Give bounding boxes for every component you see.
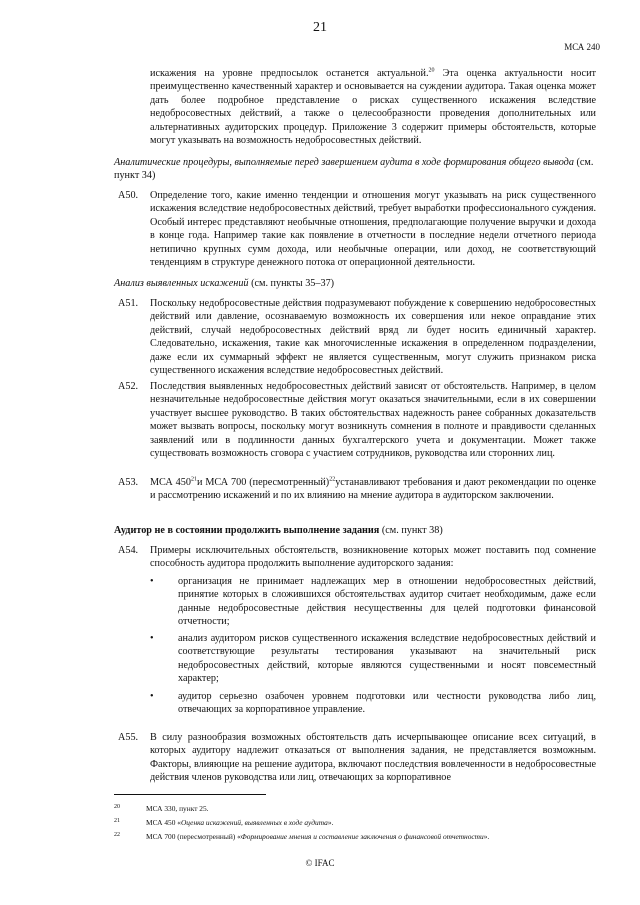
footnote-ref-21: 21 (190, 476, 197, 483)
footnote-ref-22: 22 (329, 476, 336, 483)
paragraph-label: A55. (118, 732, 139, 743)
paragraph-text: Последствия выявленных недобросовестных действий зависят от обстоятельств. Например, в целом незначительные недобросовестные действия могут оказаться значительными, если в их совершении участвует высшее руководство. В таких обстоятельствах надежность ранее собранных доказательств может вызвать вопросы, поскольку могут возникнуть сомнения в полноте и правдивости сделанных заявлений или в подлинности данных бухгалтерского учета и документации. Может также существовать возможность сговора с участием сотрудников, руководства или сторонних лиц. (150, 381, 596, 460)
standard-label: МСА 240 (564, 42, 600, 52)
footnote-ref-20: 20 (428, 67, 435, 74)
paragraph-label: A53. (118, 477, 139, 488)
page-number: 21 (313, 20, 327, 35)
footnote-text: МСА 330, пункт 25. (146, 804, 209, 813)
bullet-icon: • (150, 633, 154, 644)
paragraph-text: МСА $450^{21}и$ МСА 700 (пересмотренный)$^{22}$устанавливают требования и дают рекомендации по оценке и рассмотрению искажений и по их влиянию на мнение аудитора в аудиторском заключении. (150, 476, 597, 502)
list-item: аудитор серьезно озабочен уровнем подготовки или честности руководства либо лиц, отвечающих за корпоративное управление. (178, 691, 596, 716)
footnote-text: МСА 450 «Оценка искажений, выявленных в ходе аудита». (146, 818, 334, 827)
continued-paragraph: искажения на уровне предпосылок останется актуальной.$^{20}$ Эта оценка актуальности носит преимущественно качественный характер и основывается на суждении аудитора. Такая оценка может дать более подробное представление о рисках существенного искажения вследствие недобросовестных действий, а также о целесообразности проведения дополнительных или альтернативных аудиторских процедур. Приложение 3 содержит примеры обстоятельств, которые могут указывать на возможность недобросовестных действий. (150, 67, 596, 147)
section-heading-misstatements: Анализ выявленных искажений (см. пункты 35–37) (114, 278, 335, 289)
paragraph-label: A54. (118, 545, 139, 556)
paragraph-label: A51. (118, 298, 139, 309)
footnote-separator (114, 794, 266, 795)
paragraph-text: В силу разнообразия возможных обстоятельств дать исчерпывающее описание всех ситуаций, в которых аудитору надлежит отказаться от выполнения задания, не представляется возможным. Факторы, влияющие на решение аудитора, включают последствия вовлеченности в недобросовестные действия членов руководства или лиц, отвечающих за корпоративное (150, 732, 596, 784)
list-item: организация не принимает надлежащих мер в отношении недобросовестных действий, принятие которых в сложившихся обстоятельствах аудитор считает необходимым, даже если данные недобросовестные действия несущественны для целей подготовки финансовой отчетности; (178, 576, 596, 628)
list-item: анализ аудитором рисков существенного искажения вследствие недобросовестных действий и соответствующие результаты тестирования указывают на значительный риск недобросовестных действий, которые являются существенными и носят повсеместный характер; (178, 633, 596, 685)
section-heading-analytical-procedures: Аналитические процедуры, выполняемые перед завершением аудита в ходе формирования общего вывода (см. пункт 34) (114, 157, 594, 182)
paragraph-text: Примеры исключительных обстоятельств, возникновение которых может поставить под сомнение способность аудитора продолжить выполнение аудиторского задания: (150, 545, 596, 570)
paragraph-text: Определение того, какие именно тенденции и отношения могут указывать на риск существенного искажения вследствие недобросовестных действий, требует выработки профессионального суждения. Особый интерес представляют необычные отношения, предполагающие получение выручки и дохода в конце года. Например такие как появление в отчетности в последние недели отчетного периода нетипично крупных сумм дохода, или необычные операции, или доход, не соответствующий тенденциям в структуре денежного потока от операционной деятельности. (150, 190, 596, 269)
page-footer: © IFAC (305, 858, 335, 868)
bullet-icon: • (150, 691, 154, 702)
footnote-number: 21 (114, 818, 120, 824)
paragraph-label: A50. (118, 190, 139, 201)
paragraph-text: Поскольку недобросовестные действия подразумевают побуждение к совершению недобросовестных действий или давление, осознаваемую возможность их совершения или некое оправдание этих действий, случай недобросовестных действий вряд ли будет носить единичный характер. Следовательно, искажения, такие как многочисленные искажения в определенном подразделении, даже если их суммарный эффект не является существенным, могут служить признаком риска существенного искажения вследствие недобросовестных действий. (150, 298, 596, 377)
bullet-icon: • (150, 576, 154, 587)
section-heading-withdrawal: Аудитор не в состоянии продолжить выполнение задания (см. пункт 38) (114, 525, 443, 536)
footnote-number: 22 (114, 832, 120, 838)
footnote-text: МСА 700 (пересмотренный) «Формирование мнения и составление заключения о финансовой отчетности». (146, 832, 490, 841)
footnote-number: 20 (114, 804, 120, 810)
paragraph-label: A52. (118, 381, 139, 392)
